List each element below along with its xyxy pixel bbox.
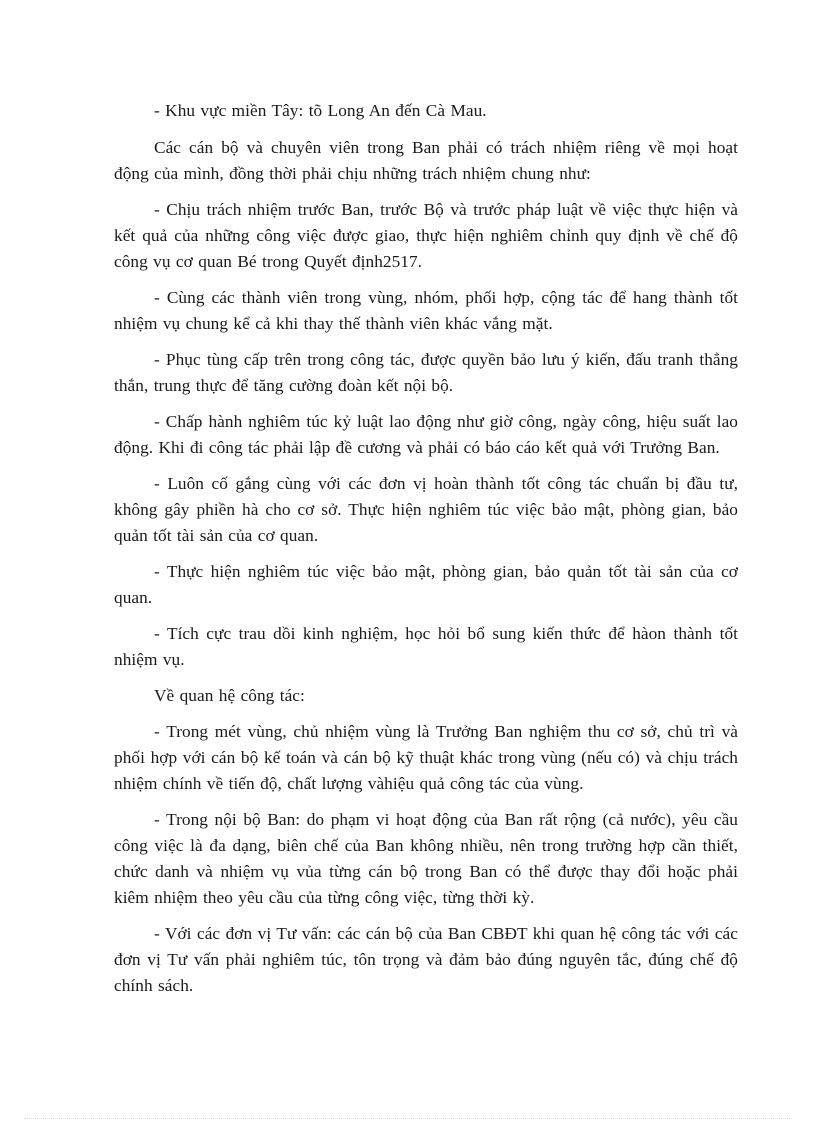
paragraph-region-west: - Khu vực miền Tây: tõ Long An đến Cà Mau. <box>154 101 487 120</box>
paragraph-within-ban: - Trong nội bộ Ban: do phạm vi hoạt động của Ban rất rộng (cả nước), yêu cầu công việc là đa dạng, biên chế của Ban không nhiều, nên trong trường hợp cần thiết, chức danh và nhiệm vụ vủa từng cán bộ trong Ban có thể được thay đổi hoặc phải kiêm nhiệm theo yêu cầu của từng công việc, từng thời kỳ. <box>114 810 738 907</box>
paragraph-responsibility-before-ban: - Chịu trách nhiệm trước Ban, trước Bộ và trước pháp luật về việc thực hiện và kết quả của những công việc được giao, thực hiện nghiêm chỉnh quy định về chế độ công vụ cơ quan Bé trong Quyết định2517. <box>114 200 738 271</box>
paragraph-security: - Thực hiện nghiêm túc việc bảo mật, phòng gian, bảo quản tốt tài sản của cơ quan. <box>114 562 738 607</box>
heading-work-relations: Về quan hệ công tác: <box>154 686 305 705</box>
document-body <box>114 98 738 1009</box>
paragraph-cooperation: - Cùng các thành viên trong vùng, nhóm, phối hợp, cộng tác để hang thành tốt nhiệm vụ chung kể cả khi thay thế thành viên khác vắng mặt. <box>114 288 738 333</box>
paragraph-consultants: - Với các đơn vị Tư vấn: các cán bộ của Ban CBĐT khi quan hệ công tác với các đơn vị Tư vấn phải nghiêm túc, tôn trọng và đảm bảo đúng nguyên tắc, đúng chế độ chính sách. <box>114 924 738 995</box>
paragraph-labor-discipline: - Chấp hành nghiêm túc kỷ luật lao động như giờ công, ngày công, hiệu suất lao động. Khi đi công tác phải lập đề cương và phải có báo cáo kết quả với Trưởng Ban. <box>114 412 738 457</box>
paragraph-within-region: - Trong mét vùng, chủ nhiệm vùng là Trưởng Ban nghiệm thu cơ sở, chủ trì và phối hợp với cán bộ kế toán và cán bộ kỹ thuật khác trong vùng (nếu có) và chịu trách nhiệm chính về tiến độ, chất lượng vàhiệu quả công tác của vùng. <box>114 722 738 793</box>
paragraph-learning: - Tích cực trau dồi kinh nghiệm, học hỏi bổ sung kiến thức để hàon thành tốt nhiệm vụ. <box>114 624 738 669</box>
paragraph-obey-superiors: - Phục tùng cấp trên trong công tác, được quyền bảo lưu ý kiến, đấu tranh thẳng thắn, trung thực để tăng cường đoàn kết nội bộ. <box>114 350 738 395</box>
paragraph-investment-preparation: - Luôn cố gắng cùng với các đơn vị hoàn thành tốt công tác chuẩn bị đầu tư, không gây phiền hà cho cơ sở. Thực hiện nghiêm túc việc bảo mật, phòng gian, bảo quản tốt tài sản của cơ quan. <box>114 474 738 545</box>
page-bottom-divider <box>24 1118 792 1119</box>
paragraph-staff-responsibilities: Các cán bộ và chuyên viên trong Ban phải có trách nhiệm riêng về mọi hoạt động của mình, đồng thời phải chịu những trách nhiệm chung như: <box>114 138 738 183</box>
